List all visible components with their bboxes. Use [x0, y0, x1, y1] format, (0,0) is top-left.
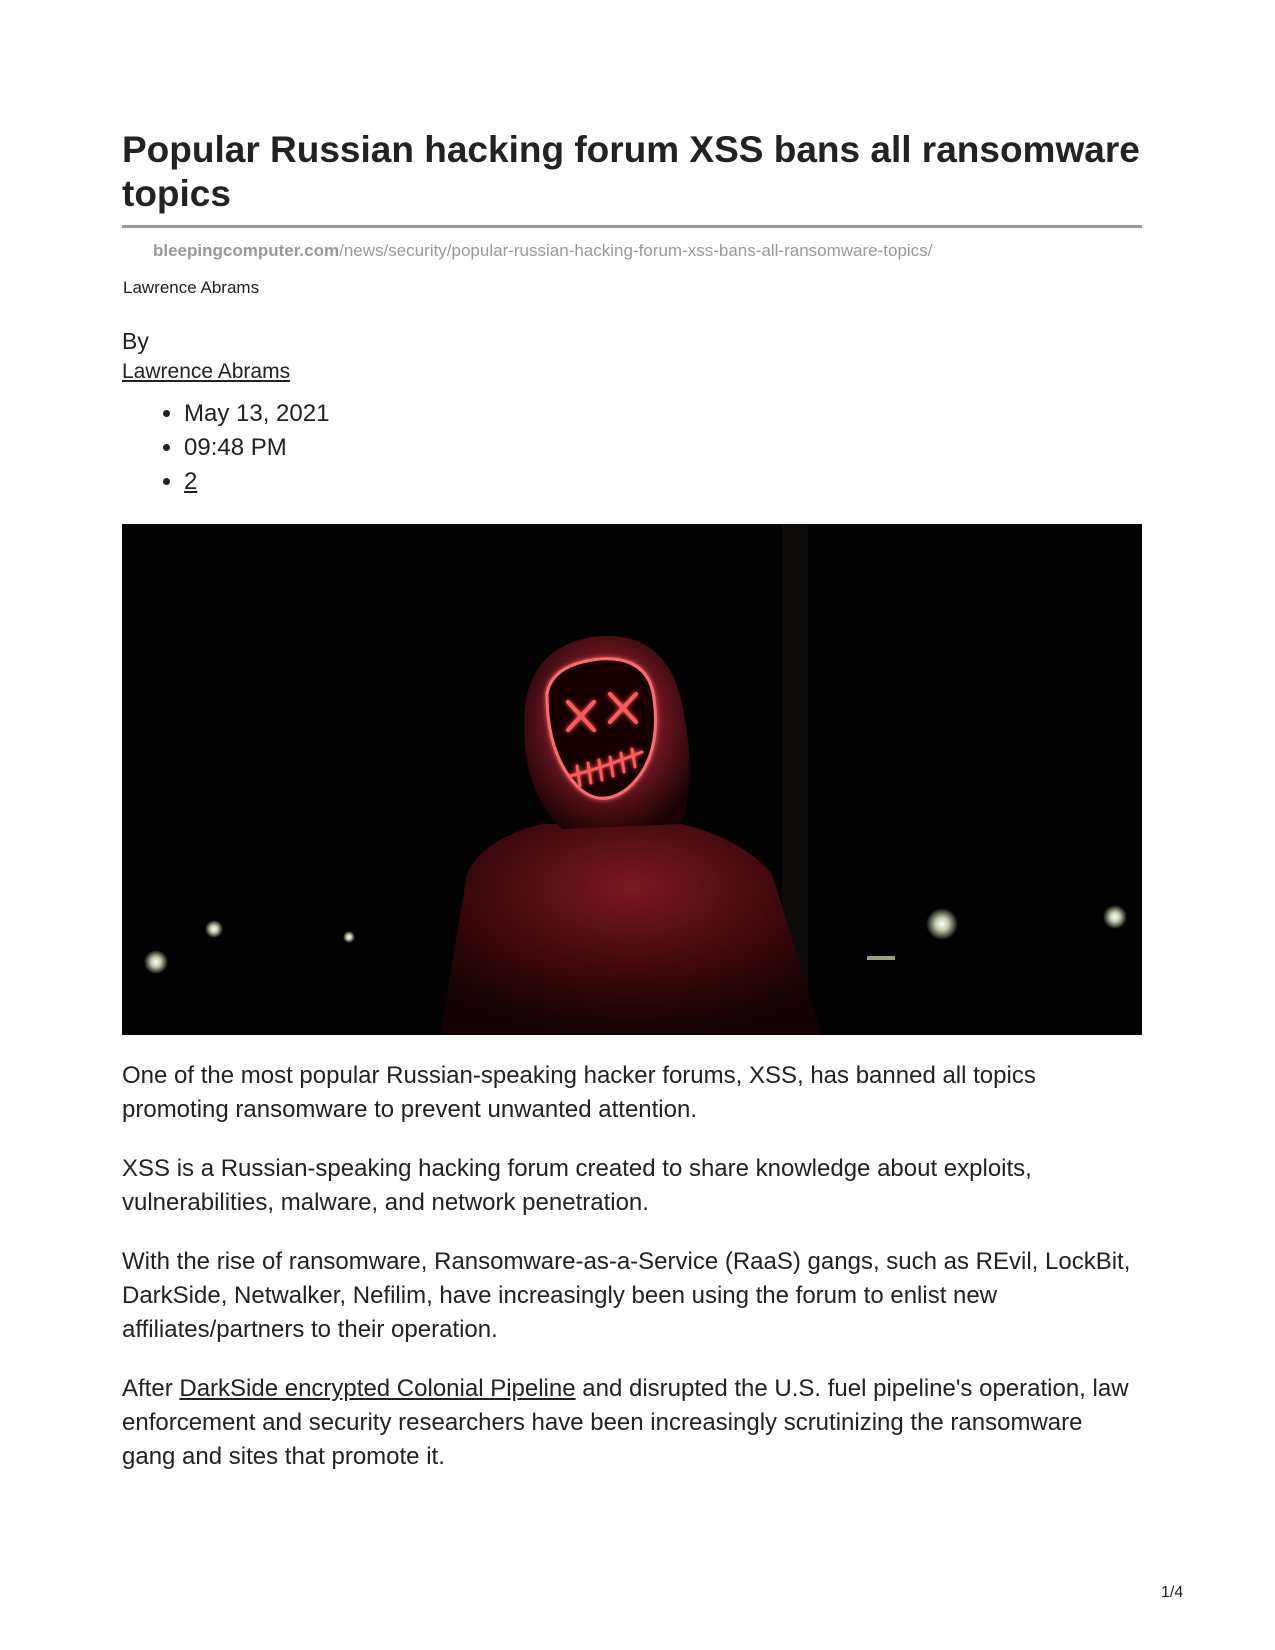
comment-count-link[interactable]: 2 — [184, 468, 198, 495]
hero-image — [122, 524, 1142, 1035]
article-paragraph-2: XSS is a Russian-speaking hacking forum created to share knowledge about exploits, vulnerabilities, malware, and network penetration. — [122, 1155, 1032, 1216]
paragraph-4-lead: After — [122, 1375, 180, 1402]
title-divider — [122, 225, 1142, 228]
author-link[interactable]: Lawrence Abrams — [122, 360, 291, 383]
author-name: Lawrence Abrams — [123, 278, 260, 297]
source-path: /news/security/popular-russian-hacking-forum-xss-bans-all-ransomware-topics/ — [339, 241, 933, 260]
hooded-figure-neon-mask-image — [122, 524, 1142, 1035]
source-url — [153, 240, 932, 262]
source-domain: bleepingcomputer.com — [153, 241, 340, 260]
publish-time: • 09:48 PM — [184, 431, 329, 465]
colonial-pipeline-link[interactable]: DarkSide encrypted Colonial Pipeline — [179, 1375, 576, 1402]
publish-date: • May 13, 2021 — [184, 397, 329, 431]
byline-label: By — [122, 328, 149, 354]
article-paragraph-4 — [122, 1372, 1142, 1474]
article-paragraph-3: With the rise of ransomware, Ransomware-as-a-Service (RaaS) gangs, such as REvil, LockBit, DarkSide, Netwalker, Nefilim, have increasingly been using the forum to enlist new affiliates/partners to their operation. — [122, 1248, 1131, 1343]
paragraph-4-rest: and disrupted the U.S. fuel pipeline's operation, law enforcement and security researchers have been increasingly scrutinizing the ransomware gang and sites that promote it. — [122, 1375, 1129, 1470]
article-meta-list — [122, 397, 329, 499]
article-title: Popular Russian hacking forum XSS bans all ransomware topics — [122, 129, 1140, 214]
comment-count-item — [184, 465, 329, 499]
page-number: 1/4 — [1161, 1584, 1184, 1601]
article-paragraph-1: One of the most popular Russian-speaking hacker forums, XSS, has banned all topics promoting ransomware to prevent unwanted attention. — [122, 1062, 1036, 1123]
